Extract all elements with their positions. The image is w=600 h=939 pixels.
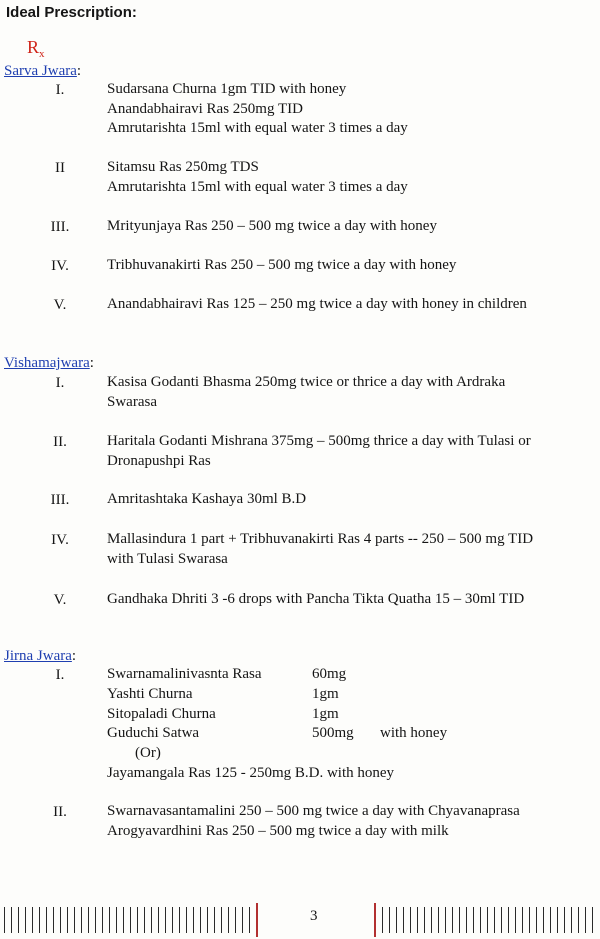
- item-number: III.: [50, 492, 70, 508]
- ingredient-note: with honey: [380, 725, 448, 741]
- footer-divider-left: [256, 903, 258, 937]
- prescription-item: Tribhuvanakirti Ras 250 – 500 mg twice a day with honey: [107, 257, 457, 273]
- prescription-item: Haritala Godanti Mishrana 375mg – 500mg thrice a day with Tulasi or Dronapushpi Ras: [107, 433, 531, 469]
- prescription-item: Sitamsu Ras 250mg TDS Amrutarishta 15ml with equal water 3 times a day: [107, 159, 408, 195]
- item-number: V.: [53, 297, 67, 313]
- ingredient-dose: 1gm: [312, 706, 339, 722]
- ingredient-name: Guduchi Satwa: [107, 725, 200, 741]
- item-number: I.: [55, 82, 65, 98]
- rx-symbol: $R_x$: [27, 37, 45, 60]
- item-number: V.: [53, 592, 67, 608]
- prescription-item: Swarnavasantamalini 250 – 500 mg twice a day with Chyavanaprasa Arogyavardhini Ras 250 – 500 mg twice a day with milk: [107, 803, 520, 839]
- page-title: Ideal Prescription:: [6, 4, 137, 21]
- prescription-item: Anandabhairavi Ras 125 – 250 mg twice a day with honey in children: [107, 296, 527, 312]
- ingredient-name: Yashti Churna: [107, 686, 193, 702]
- prescription-item: Mrityunjaya Ras 250 – 500 mg twice a day with honey: [107, 218, 437, 234]
- or-separator: (Or): [135, 745, 161, 761]
- ingredient-dose: 60mg: [312, 666, 347, 682]
- item-number: II: [55, 160, 65, 176]
- footer-tick-marks-left: [4, 907, 254, 933]
- section-title-sarva-jwara[interactable]: Sarva Jwara:: [4, 63, 82, 79]
- section-title-vishamajwara[interactable]: Vishamajwara:: [4, 355, 94, 371]
- prescription-item: Kasisa Godanti Bhasma 250mg twice or thrice a day with Ardraka Swarasa: [107, 374, 506, 410]
- ingredient-name: Sitopaladi Churna: [107, 706, 216, 722]
- item-number: IV.: [51, 532, 69, 548]
- ingredient-name: Swarnamalinivasnta Rasa: [107, 666, 262, 682]
- item-number: III.: [50, 219, 70, 235]
- prescription-item: Sudarsana Churna 1gm TID with honey Anandabhairavi Ras 250mg TID Amrutarishta 15ml with equal water 3 times a day: [107, 81, 408, 136]
- prescription-item: Gandhaka Dhriti 3 -6 drops with Pancha Tikta Quatha 15 – 30ml TID: [107, 591, 525, 607]
- section-title-jirna-jwara[interactable]: Jirna Jwara:: [4, 648, 77, 664]
- item-number: I.: [55, 375, 65, 391]
- prescription-item: Amritashtaka Kashaya 30ml B.D: [107, 491, 307, 507]
- item-number: II.: [53, 434, 67, 450]
- item-number: IV.: [51, 258, 69, 274]
- prescription-item: Jayamangala Ras 125 - 250mg B.D. with honey: [107, 765, 395, 781]
- footer-tick-marks-right: [382, 907, 596, 933]
- ingredient-dose: 500mg: [312, 725, 354, 741]
- item-number: I.: [55, 667, 65, 683]
- item-number: II.: [53, 804, 67, 820]
- footer-divider-right: [374, 903, 376, 937]
- page-number: 3: [310, 908, 318, 924]
- ingredient-dose: 1gm: [312, 686, 339, 702]
- prescription-item: Mallasindura 1 part + Tribhuvanakirti Ras 4 parts -- 250 – 500 mg TID with Tulasi Swarasa: [107, 531, 534, 567]
